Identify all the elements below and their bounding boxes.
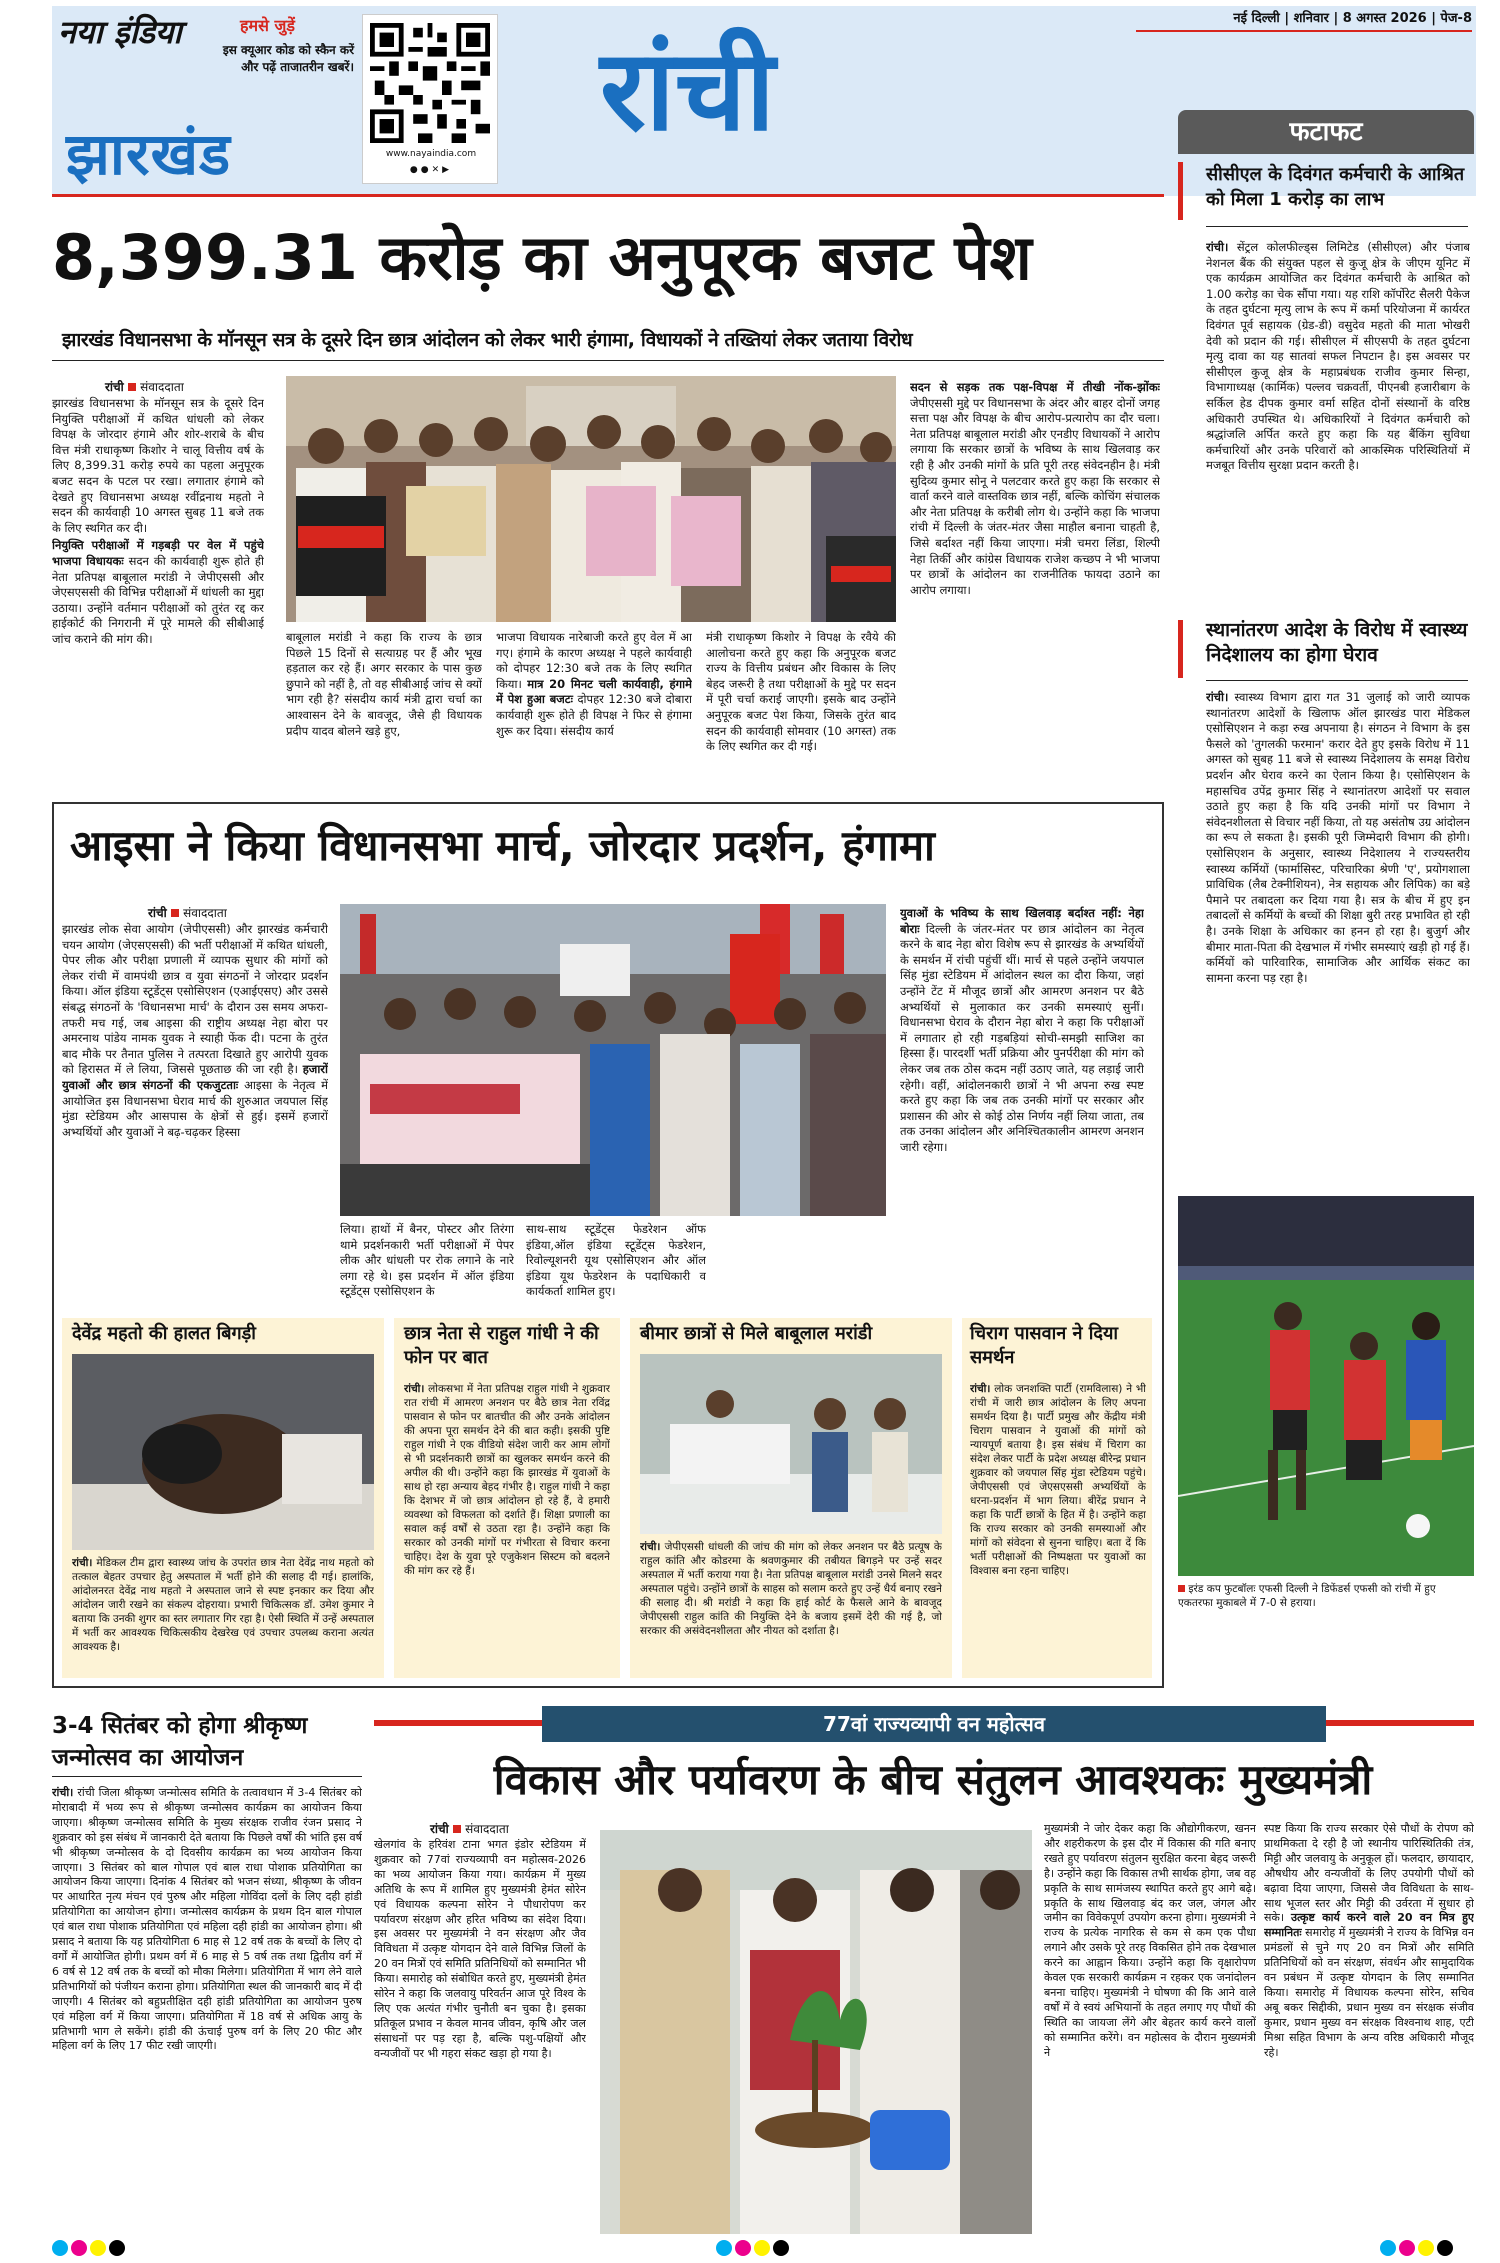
black-dot	[109, 2240, 125, 2256]
sidebar-header: फटाफट	[1178, 110, 1474, 154]
lead-col2-text: बाबूलाल मरांडी ने कहा कि राज्य के छात्र पिछले 15 दिनों से सत्याग्रह पर हैं और भूख हड़ताल कर रहे हैं। अगर सरकार के पास कुछ छुपाने को नहीं है, तो वह सीबीआई जांच से क्यों भाग रही है? संसदीय कार्य मंत्री द्वारा चर्चा का आश्वासन देने के बावजूद, जैसे ही विधायक प्रदीप यादव बोलने खड़े हुए,	[286, 630, 482, 738]
aisa-byline	[148, 904, 227, 921]
box-text	[640, 1540, 942, 1674]
forest-col2	[1044, 1822, 1256, 2230]
sidebar-story1-marker	[1178, 162, 1183, 220]
lead-subhead: झारखंड विधानसभा के मॉनसून सत्र के दूसरे दिन छात्र आंदोलन को लेकर भारी हंगामा, विधायकों ने तख्तियां लेकर जताया विरोध	[62, 329, 913, 351]
byline-marker	[128, 383, 136, 391]
sidebar-story2-title: स्थानांतरण आदेश के विरोध में स्वास्थ्य निदेशालय का होगा घेराव	[1206, 619, 1468, 666]
box-title: चिराग पासवान ने दिया समर्थन	[970, 1323, 1119, 1368]
caption-marker	[1178, 1585, 1185, 1592]
box-devendra	[62, 1318, 384, 1678]
box-title: छात्र नेता से राहुल गांधी ने की फोन पर बात	[404, 1323, 599, 1368]
qr-code-icon	[370, 21, 490, 145]
magenta-dot	[1399, 2240, 1415, 2256]
aisa-headline: आइसा ने किया विधानसभा मार्च, जोरदार प्रदर्शन, हंगामा	[70, 821, 935, 870]
box-body: जेपीएससी धांधली की जांच की मांग को लेकर अनशन पर बैठे प्रत्यूष के राहुल कांति और कोडरमा के श्रवणकुमार की तबीयत बिगड़ने पर उन्हें सदर अस्पताल में भर्ती कराया गया है। नेता प्रतिपक्ष बाबूलाल मरांडी उनसे मिलने सदर अस्पताल पहुंचे। उन्होंने छात्रों के साहस को सलाम करते हुए उन्हें धैर्य बनाए रखने की सलाह दी। श्री मरांडी ने कहा कि हाई कोर्ट के फैसले आने के बावजूद जेपीएससी राहुल कांति की नियुक्ति देने के बजाय इसमें देरी की गई है, जो सरकार की असंवेदनशीलता और नीयत को दर्शाता है।	[640, 1541, 942, 1637]
cyan-dot	[716, 2240, 732, 2256]
forest-col1-text: खेलगांव के हरिवंश टाना भगत इंडोर स्टेडियम में शुक्रवार को 77वां राज्यव्यापी वन महोत्सव-2026 का भव्य आयोजन किया गया। कार्यक्रम में मुख्य अतिथि के रूप में शामिल हुए मुख्यमंत्री हेमंत सोरेन एवं विधायक कल्पना सोरेन ने पौधारोपण कर पर्यावरण संरक्षण और हरित भविष्य का संदेश दिया। इस अवसर पर मुख्यमंत्री ने वन संरक्षण और जैव विविधता में उत्कृष्ट योगदान देने वाले विभिन्न जिलों के 20 वन मित्रों एवं समिति प्रतिनिधियों को सम्मानित भी किया। समारोह को संबोधित करते हुए, मुख्यमंत्री हेमंत सोरेन ने कहा कि जलवायु परिवर्तन आज पूरे विश्व के लिए एक अत्यंत गंभीर चुनौती बन चुका है। इसका प्रतिकूल प्रभाव न केवल मानव जीवन, कृषि और जल संसाधनों पर पड़ रहा है, बल्कि पशु-पक्षियों और वन्यजीवों पर भी गहरा संकट खड़ा हो गया है।	[374, 1838, 586, 2060]
byline-role: संवाददाता	[140, 380, 184, 394]
forest-banner: 77वां राज्यव्यापी वन महोत्सव	[542, 1706, 1326, 1742]
lead-photo	[286, 376, 896, 622]
aisa-col4-subhead: युवाओं के भविष्य के साथ खिलवाड़ बर्दाश्त नहीं: नेहा बोराः	[900, 906, 1144, 936]
aisa-col4	[900, 906, 1144, 1310]
byline-marker	[453, 1825, 461, 1833]
aisa-col1-text2: आइसा के नेतृत्व में आयोजित इस विधानसभा घेराव मार्च की शुरुआत जयपाल सिंह मुंडा स्टेडियम और आसपास के क्षेत्रों से हुई। इसमें हजारों अभ्यर्थियों और युवाओं ने बढ़-चढ़कर हिस्सा	[62, 1077, 328, 1139]
aisa-col2	[340, 1222, 514, 1310]
cyan-dot	[52, 2240, 68, 2256]
box-body: मेडिकल टीम द्वारा स्वास्थ्य जांच के उपरांत छात्र नेता देवेंद्र नाथ महतो को तत्काल बेहतर उपचार हेतु अस्पताल में भर्ती होने की सलाह दी गई। हालांकि, आंदोलनरत देवेंद्र नाथ महतो ने अस्पताल जाने से स्पष्ट इनकार कर दिया और आंदोलन जारी रखने का संकल्प दोहराया। प्रभारी चिकित्सक डॉ. उमेश कुमार ने बताया कि उनकी शुगर का स्तर लगातार गिर रहा है। ऐसी स्थिति में उन्हें अस्पताल में भर्ती कर आवश्यक चिकित्सकीय देखरेख एवं उपचार उपलब्ध कराना अत्यंत आवश्यक है।	[72, 1557, 374, 1653]
caption-text: इरंड कप फुटबॉलः एफसी दिल्ली ने डिफेंडर्स एफसी को रांची में हुए एकतरफा मुकाबले में 7-0 से हराया।	[1178, 1583, 1436, 1609]
forest-photo	[600, 1830, 1032, 2234]
lead-col5-text: जेपीएससी मुद्दे पर विधानसभा के अंदर और बाहर दोनों जगह सत्ता पक्ष और विपक्ष के बीच आरोप-प्रत्यारोप का दौर चला। नेता प्रतिपक्ष बाबूलाल मरांडी और एनडीए विधायकों ने आरोप लगाया कि सरकार छात्रों के भविष्य के साथ खिलवाड़ कर रही है और उनकी मांगों के प्रति पूरी तरह संवेदनहीन है। मंत्री सुदिव्य कुमार सोनू ने पलटवार करते हुए कहा कि सरकार से वार्ता करने वाले वास्तविक छात्र नहीं, बल्कि कोचिंग संचालक और नेता प्रतिपक्ष के करीबी लोग थे। उन्होंने कहा कि भाजपा रांची में दिल्ली के जंतर-मंतर जैसा माहौल बनाना चाहती है, जिसे बर्दाश्त नहीं किया जाएगा। मंत्री चमरा लिंडा, शिल्पी नेहा तिर्की और कांग्रेस विधायक राजेश कच्छप ने भी भाजपा पर छात्रों के आंदोलन का राजनीतिक फायदा उठाने का आरोप लगाया।	[910, 395, 1160, 597]
lead-col4-text: मंत्री राधाकृष्ण किशोर ने विपक्ष के रवैये की आलोचना करते हुए कहा कि अनुपूरक बजट राज्य के वित्तीय प्रबंधन और विकास के लिए बेहद जरूरी है तथा परीक्षाओं के मुद्दे पर सदन में पूरी चर्चा कराई जाएगी। इसके बाद उन्होंने अनुपूरक बजट पेश किया, जिसके तुरंत बाद सदन की कार्यवाही सोमवार (10 अगस्त) तक के लिए स्थगित कर दी गई।	[706, 630, 896, 754]
yellow-dot	[754, 2240, 770, 2256]
sidebar-story1-place: रांची।	[1206, 240, 1229, 254]
byline-place: रांची	[430, 1822, 449, 1836]
sidebar-story1-title: सीसीएल के दिवंगत कर्मचारी के आश्रित को मिला 1 करोड़ का लाभ	[1206, 164, 1465, 210]
janmashtami-text: रांची जिला श्रीकृष्ण जन्मोत्सव समिति के तत्वावधान में 3-4 सितंबर को मोराबादी में भव्य रूप से श्रीकृष्ण जन्मोत्सव कार्यक्रम का आयोजन किया जाएगा। श्रीकृष्ण जन्मोत्सव समिति के मुख्य संरक्षक राजीव रंजन प्रसाद ने शुक्रवार को इस संबंध में जानकारी देते बताया कि पिछले वर्षों की भांति इस वर्ष भी श्रीकृष्ण जन्मोत्सव के दो दिवसीय कार्यक्रम का भव्य आयोजन किया जाएगा। 3 सितंबर को बाल गोपाल एवं बाल राधा पोशाक प्रतियोगिता का आयोजन किया जाएगा। दिनांक 4 सितंबर को भजन संध्या, श्रीकृष्ण के जीवन पर आधारित नृत्य मंचन एवं पुरुष और महिला गोविंदा दलों के लिए दही हांडी प्रतियोगिता का आयोजन होगा। जन्मोत्सव कार्यक्रम के प्रथम दिन बाल गोपाल एवं बाल राधा पोशाक प्रतियोगिता एवं महिला दही हांडी का आयोजन होगा। श्री प्रसाद ने बताया कि यह प्रतियोगिता 6 माह से 12 वर्ष तक के बच्चों के लिए दो वर्गों में आयोजित होगी। प्रथम वर्ग में 6 माह से 5 वर्ष तक तथा द्वितीय वर्ग में 6 वर्ष से 12 वर्ष तक के बच्चों को मौका मिलेगा। प्रतियोगिता में भाग लेने वाले प्रतिभागियों को पंजीयन कराना होगा। प्रतियोगिता स्थल की जानकारी बाद में दी जाएगी। 4 सितंबर को बहुप्रतीक्षित दही हांडी प्रतियोगिता का आयोजन पुरुष एवं महिला वर्ग में किया जाएगा। प्रतियोगिता में 18 वर्ष से अधिक आयु के प्रतिभागी भाग ले सकेंगे। हांडी की ऊंचाई पुरुष वर्ग के लिए 20 फीट और महिला वर्ग के लिए 17 फीट रखी जाएगी।	[52, 1786, 362, 2053]
join-title: हमसे जुड़ें	[240, 16, 295, 35]
lead-col2	[286, 630, 482, 784]
box-rahul	[394, 1318, 620, 1678]
lead-col5-subhead: सदन से सड़क तक पक्ष-विपक्ष में तीखी नोंक-झोंकः	[910, 380, 1160, 394]
byline-role: संवाददाता	[183, 906, 227, 920]
forest-col3-text2: समारोह में मुख्यमंत्री ने राज्य के विभिन्न वन प्रमंडलों से चुने गए 20 वन मित्रों और समिति प्रतिनिधियों को वन संरक्षण, संवर्धन और सामुदायिक वन प्रबंधन में उत्कृष्ट योगदान के लिए सम्मानित किया। समारोह में विधायक कल्पना सोरेन, सचिव अबू बकर सिद्दीकी, प्रधान मुख्य वन संरक्षक संजीव कुमार, प्रधान मुख्य वन संरक्षक विश्वनाथ शाह, एटी मिश्रा सहित विभाग के अन्य वरिष्ठ अधिकारी मौजूद रहे।	[1264, 1926, 1474, 2059]
cyan-dot	[1380, 2240, 1396, 2256]
janmashtami-rule	[52, 1776, 362, 1777]
janmashtami-place: रांची।	[52, 1786, 74, 1799]
lead-col4	[706, 630, 896, 784]
forest-col1	[374, 1838, 586, 2230]
box-place: रांची।	[72, 1557, 93, 1569]
forest-col2-text: मुख्यमंत्री ने जोर देकर कहा कि औद्योगीकरण, खनन और शहरीकरण के इस दौर में विकास की गति बनाए रखते हुए पर्यावरण संतुलन सुरक्षित करना बेहद जरूरी है। उन्होंने कहा कि विकास तभी सार्थक होगा, जब वह प्रकृति के साथ सामंजस्य स्थापित करते हुए आगे बढ़े। प्रकृति के साथ खिलवाड़ बंद कर जल, जंगल और जमीन का विवेकपूर्ण उपयोग करना होगा। मुख्यमंत्री ने राज्य के प्रत्येक नागरिक से कम से कम एक पौधा लगाने और उसके पूरे तरह विकसित होने तक देखभाल करने का आह्वान किया। उन्होंने कहा कि वृक्षारोपण केवल एक सरकारी कार्यक्रम न रहकर एक जनांदोलन बनना चाहिए। मुख्यमंत्री ने घोषणा की कि आने वाले वर्षों में वे स्वयं अभियानों के तहत लगाए गए पौधों की स्थिति का जायजा लेंगे और बेहतर कार्य करने वालों को सम्मानित करेंगे। वन महोत्सव के दौरान मुख्यमंत्री ने	[1044, 1822, 1256, 2059]
lead-col3-text: भाजपा विधायक नारेबाजी करते हुए वेल में आ गए। हंगामे के कारण अध्यक्ष ने पहले कार्यवाही को दोपहर 12:30 बजे तक के लिए स्थगित किया।	[496, 630, 692, 691]
lead-col1-text2: सदन की कार्यवाही शुरू होते ही नेता प्रतिपक्ष बाबूलाल मरांडी ने जेपीएससी और जेएसएससी की विभिन्न परीक्षाओं में धांधली का मुद्दा उठाया। उन्होंने वर्तमान परीक्षाओं को तुरंत रद्द कर हाईकोर्ट की निगरानी में पूरे मामले की सीबीआई जांच कराने की मांग की।	[52, 553, 264, 646]
black-dot	[773, 2240, 789, 2256]
state-name: झारखंड	[66, 120, 232, 188]
social-icons: ●●✕▶	[409, 165, 453, 175]
box-place: रांची।	[970, 1383, 991, 1395]
aisa-col1-subhead: हजारों युवाओं और छात्र संगठनों की एकजुटताः	[62, 1062, 328, 1092]
sidebar-story1-text: सेंट्रल कोलफील्ड्स लिमिटेड (सीसीएल) और पंजाब नेशनल बैंक की संयुक्त पहल से कुजू क्षेत्र के जीएम यूनिट में एक कार्यक्रम आयोजित कर दिवंगत कर्मचारी के आश्रित को 1.00 करोड़ का चेक सौंपा गया। यह राशि कॉर्पोरेट सैलरी पैकेज के तहत दुर्घटना मृत्यु लाभ के रूप में कर्मा परियोजना में कार्यरत दिवंगत पूर्व सहायक (ग्रेड-डी) वसुदेव महतो की माता भोखरी देवी को प्रदान की गई। सीसीएल में सीएसपी के तहत दुर्घटना मृत्यु दावा का यह सातवां सफल निपटान है। इस अवसर पर सीसीएल कुजू क्षेत्र के महाप्रबंधक राजीव कुमार सिन्हा, विभागाध्यक्ष (कार्मिक) पल्लव चक्रवर्ती, पीएनबी हजारीबाग के सर्किल हेड दीपक कुमार वर्मा सहित दोनों संस्थानों के वरिष्ठ अधिकारी उपस्थित थे। अधिकारियों ने दिवंगत कर्मचारी को श्रद्धांजलि अर्पित करते हुए कहा कि यह बैंकिंग सुविधा कर्मचारियों और उनके परिवारों को आकस्मिक परिस्थितियों में मजबूत वित्तीय सुरक्षा प्रदान करती है।	[1206, 240, 1470, 473]
sidebar-rule	[1206, 226, 1468, 227]
forest-col3	[1264, 1822, 1474, 2230]
paper-name: नया इंडिया	[58, 13, 182, 51]
sidebar-story2-marker	[1178, 620, 1183, 678]
box-title: बीमार छात्रों से मिले बाबूलाल मरांडी	[640, 1323, 873, 1344]
city-title: रांची	[600, 26, 775, 156]
aisa-col4-text: दिल्ली के जंतर-मंतर पर छात्र आंदोलन का नेतृत्व करने के बाद नेहा बोरा विशेष रूप से झारखंड के अभ्यर्थियों के समर्थन में रांची पहुंचीं थीं। मार्च से पहले उन्होंने जयपाल सिंह मुंडा स्टेडियम में आंदोलन स्थल का दौरा किया, जहां उन्होंने टेंट में मौजूद छात्रों और आमरण अनशन पर बैठे अभ्यर्थियों से मुलाकात कर उनकी समस्याएं सुनीं। विधानसभा घेराव के दौरान नेहा बोरा ने कहा कि परीक्षाओं में लगातार हो रही गड़बड़ियां सोची-समझी साजिश का हिस्सा हैं। पारदर्शी भर्ती प्रक्रिया और पुनर्परीक्षा की मांग को लेकर जब तक ठोस कदम नहीं उठाए जाते, यह लड़ाई जारी रहेगी। वहीं, आंदोलनकारी छात्रों ने भी अपना रुख स्पष्ट करते हुए कहा कि जब तक उनकी मांगों पर सरकार और प्रशासन की ओर से कोई ठोस निर्णय नहीं लिया जाता, तब तक उनका आंदोलन और अनिश्चितकालीन आमरण अनशन जारी रहेगा।	[900, 921, 1144, 1154]
aisa-col1-text: झारखंड लोक सेवा आयोग (जेपीएससी) और झारखंड कर्मचारी चयन आयोग (जेएसएससी) की भर्ती परीक्षाओं में कथित धांधली, पेपर लीक और परीक्षा प्रणाली में व्यापक सुधार की मांगों को लेकर रांची में वामपंथी छात्र व युवा संगठनों ने जोरदार प्रदर्शन किया। ऑल इंडिया स्टूडेंट्स एसोसिएशन (एआईएसए) और उससे संबद्ध संगठनों के 'विधानसभा मार्च' के दौरान उस समय अफरा-तफरी मच गई, जब आइसा की राष्ट्रीय अध्यक्ष नेहा बोरा पर अमरनाथ पांडेय नामक युवक ने स्याही फेंक दी। पटना के तुरंत बाद मौके पर तैनात पुलिस ने तत्परता दिखाते हुए आरोपी युवक को हिरासत में ले लिया, जिससे पूछताछ की जा रही है।	[62, 922, 328, 1077]
box-place: रांची।	[404, 1383, 425, 1395]
masthead-bottom-rule	[52, 194, 1164, 197]
black-dot	[1437, 2240, 1453, 2256]
forest-right-rule	[1326, 1720, 1474, 1726]
registration-marks-right	[1380, 2240, 1456, 2258]
registration-marks-center	[716, 2240, 792, 2258]
janmashtami-headline: 3-4 सितंबर को होगा श्रीकृष्ण जन्मोत्सव का आयोजन	[52, 1713, 308, 1771]
sidebar-story2-body	[1206, 690, 1470, 1160]
football-photo	[1178, 1196, 1474, 1576]
byline-place: रांची	[148, 906, 167, 920]
box-body: लोकसभा में नेता प्रतिपक्ष राहुल गांधी ने शुक्रवार रात रांची में आमरण अनशन पर बैठे छात्र नेता रविंद्र पासवान से फोन पर बातचीत की और उनके आंदोलन की अपना पूरा समर्थन देने की बात कही। इसकी पुष्टि राहुल गांधी ने एक वीडियो संदेश जारी कर आम लोगों से भी प्रदर्शनकारी छात्रों का खुलकर समर्थन करने की अपील की थी। उन्होंने कहा कि झारखंड में युवाओं के साथ हो रहा अन्याय बेहद गंभीर है। राहुल गांधी ने कहा कि देशभर में जो छात्र आंदोलन हो रहे हैं, वे हमारी व्यवस्था को विफलता को दर्शाते हैं। शिक्षा प्रणाली का सवाल कई वर्षों से उठता रहा है। उन्होंने कहा कि सरकार को उनकी मांगों पर गंभीरता से विचार करना चाहिए। देश के युवा पूरे एजुकेशन सिस्टम को बदलने की मांग कर रहे हैं।	[404, 1383, 610, 1577]
qr-url: www.nayaindia.com	[385, 149, 477, 159]
box-text	[404, 1382, 610, 1672]
box-photo	[640, 1354, 942, 1534]
byline-marker	[171, 909, 179, 917]
box-text	[970, 1382, 1146, 1672]
sidebar-story2-place: रांची।	[1206, 690, 1229, 704]
box-title: देवेंद्र महतो की हालत बिगड़ी	[72, 1323, 256, 1344]
lead-col3	[496, 630, 692, 784]
forest-left-rule	[374, 1720, 542, 1726]
sidebar-rule	[1206, 680, 1468, 681]
sidebar-story1-body	[1206, 240, 1470, 616]
lead-col1-text: झारखंड विधानसभा के मॉनसून सत्र के दूसरे दिन नियुक्ति परीक्षाओं में कथित धांधली को लेकर विपक्ष के जोरदार हंगामे और शोर-शराबे के बीच वित्त मंत्री राधाकृष्ण किशोर ने चालू वित्तीय वर्ष के लिए 8,399.31 करोड़ रुपये का पहला अनुपूरक बजट सदन के पटल पर रखा। लगातार हंगामे को देखते हुए विधानसभा अध्यक्ष रवींद्रनाथ महतो ने सदन की कार्यवाही 10 अगस्त सुबह 11 बजे तक के लिए स्थगित कर दी।	[52, 396, 264, 535]
qr-code[interactable]	[362, 14, 498, 184]
byline-place: रांची	[105, 380, 124, 394]
box-photo	[72, 1354, 374, 1550]
magenta-dot	[735, 2240, 751, 2256]
magenta-dot	[71, 2240, 87, 2256]
aisa-col2-text: लिया। हाथों में बैनर, पोस्टर और तिरंगा थामे प्रदर्शनकारी भर्ती परीक्षाओं में पेपर लीक और धांधली पर रोक लगाने के नारे लगा रहे थे। इस प्रदर्शन में ऑल इंडिया स्टूडेंट्स एसोसिएशन के	[340, 1222, 514, 1299]
yellow-dot	[90, 2240, 106, 2256]
aisa-col3	[526, 1222, 706, 1310]
football-caption	[1178, 1582, 1470, 1610]
box-babulal	[630, 1318, 952, 1678]
forest-byline	[430, 1820, 509, 1837]
janmashtami-body	[52, 1786, 362, 2230]
byline-role: संवाददाता	[465, 1822, 509, 1836]
dateline: नई दिल्ली | शनिवार | 8 अगस्त 2026 | पेज-8	[1233, 11, 1472, 26]
forest-col3-subhead: उत्कृष्ट कार्य करने वाले 20 वन मित्र हुए सम्मानितः	[1264, 1911, 1474, 1940]
aisa-photo	[340, 904, 886, 1216]
aisa-col1	[62, 922, 328, 1308]
lead-byline	[105, 378, 184, 395]
lead-col5	[910, 380, 1160, 784]
box-place: रांची।	[640, 1541, 661, 1553]
box-text	[72, 1556, 374, 1674]
lead-headline: 8,399.31 करोड़ का अनुपूरक बजट पेश	[52, 221, 1032, 294]
box-body: लोक जनशक्ति पार्टी (रामविलास) ने भी रांची में जारी छात्र आंदोलन के लिए अपना समर्थन दिया है। पार्टी प्रमुख और केंद्रीय मंत्री चिराग पासवान ने युवाओं की मांगों को न्यायपूर्ण बताया है। इस संबंध में चिराग का संदेश लेकर पार्टी के प्रदेश अध्यक्ष बीरेन्द्र प्रधान शुक्रवार को जयपाल सिंह मुंडा स्टेडियम पहुंचे। जेपीएससी एवं जेएसएससी अभ्यर्थियों के धरना-प्रदर्शन में भाग लिया। बीरेंद्र प्रधान ने कहा कि पार्टी छात्रों के हित में है। उन्होंने कहा कि राज्य सरकार को उनकी समस्याओं और मांगों को संवेदना से सुनना चाहिए। बता दें कि भर्ती परीक्षाओं की निष्पक्षता पर युवाओं का विश्वास बना रहना चाहिए।	[970, 1383, 1146, 1577]
yellow-dot	[1418, 2240, 1434, 2256]
forest-col3-text: स्पष्ट किया कि राज्य सरकार ऐसे पौधों के रोपण को प्राथमिकता दे रही है जो स्थानीय पारिस्थितिकी तंत्र, मिट्टी और जलवायु के अनुकूल हों। फलदार, छायादार, औषधीय और वन्यजीवों के लिए उपयोगी पौधों को बढ़ावा दिया जाएगा, जिससे जैव विविधता के साथ-साथ भूजल स्तर और मिट्टी की उर्वरता में सुधार हो सके।	[1264, 1822, 1474, 1925]
lead-col1	[52, 396, 264, 784]
lead-col3-text2: दोपहर 12:30 बजे दोबारा कार्यवाही शुरू होते ही विपक्ष ने फिर से हंगामा शुरू कर दिया। संसदीय कार्य	[496, 692, 692, 738]
lead-col3-subhead: मात्र 20 मिनट चली कार्यवाही, हंगामे में पेश हुआ बजटः	[496, 676, 692, 707]
box-chirag	[962, 1318, 1152, 1678]
registration-marks-left	[52, 2240, 128, 2258]
forest-headline: विकास और पर्यावरण के बीच संतुलन आवश्यकः मुख्यमंत्री	[493, 1755, 1373, 1804]
lead-col1-subhead: नियुक्ति परीक्षाओं में गड़बड़ी पर वेल में पहुंचे भाजपा विधायकः	[52, 538, 264, 568]
dateline-rule	[1136, 30, 1472, 32]
lead-rule	[52, 360, 1164, 361]
aisa-col3-text: साथ-साथ स्टूडेंट्स फेडरेशन ऑफ इंडिया,ऑल इंडिया स्टूडेंट्स फेडरेशन, रिवोल्यूशनरी यूथ एसोसिएशन और ऑल इंडिया यूथ फेडरेशन के पदाधिकारी व कार्यकर्ता शामिल हुए।	[526, 1222, 706, 1299]
sidebar-story2-text: स्वास्थ्य विभाग द्वारा गत 31 जुलाई को जारी व्यापक स्थानांतरण आदेशों के खिलाफ ऑल झारखंड पारा मेडिकल एसोसिएशन ने कड़ा रुख अपनाया है। संगठन ने विभाग के इस फैसले को 'तुगलकी फरमान' करार देते हुए इसके विरोध में 11 अगस्त को सुबह 11 बजे से स्वास्थ्य निदेशालय के समक्ष विरोध प्रदर्शन और घेराव करने का ऐलान किया है। एसोसिएशन के महासचिव उपेंद्र कुमार सिंह ने स्थानांतरण आदेशों पर सवाल उठाते हुए कहा है कि यदि उनकी मांगों पर विभाग ने संवेदनशीलता से विचार नहीं किया, तो यह असंतोष उग्र आंदोलन का रूप ले सकता है। इसकी पूरी जिम्मेदारी विभाग की होगी। एसोसिएशन के अनुसार, स्वास्थ्य निदेशालय ने राज्यस्तरीय स्वास्थ्य कर्मियों (फार्मासिस्ट, परिचारिका श्रेणी 'ए', प्रयोगशाला प्राविधिक (लैब टेक्नीशियन), नेत्र सहायक और लिपिक) का बड़े पैमाने पर तबादला कर दिया गया है। सत्र के बीच में हुए इन तबादलों से कर्मियों के बच्चों की शिक्षा बुरी तरह प्रभावित हो रही है। उनके शिक्षा के अधिकार का हनन हो रहा है। बुजुर्ग और बीमार माता-पिता की देखभाल में गंभीर समस्याएं खड़ी हो गई हैं। कर्मियों को पारिवारिक, सामाजिक और आर्थिक संकट का सामना करना पड़ रहा है।	[1206, 690, 1470, 985]
join-text: इस क्यूआर कोड को स्कैन करें और पढ़ें ताजातरीन खबरें।	[222, 43, 354, 74]
